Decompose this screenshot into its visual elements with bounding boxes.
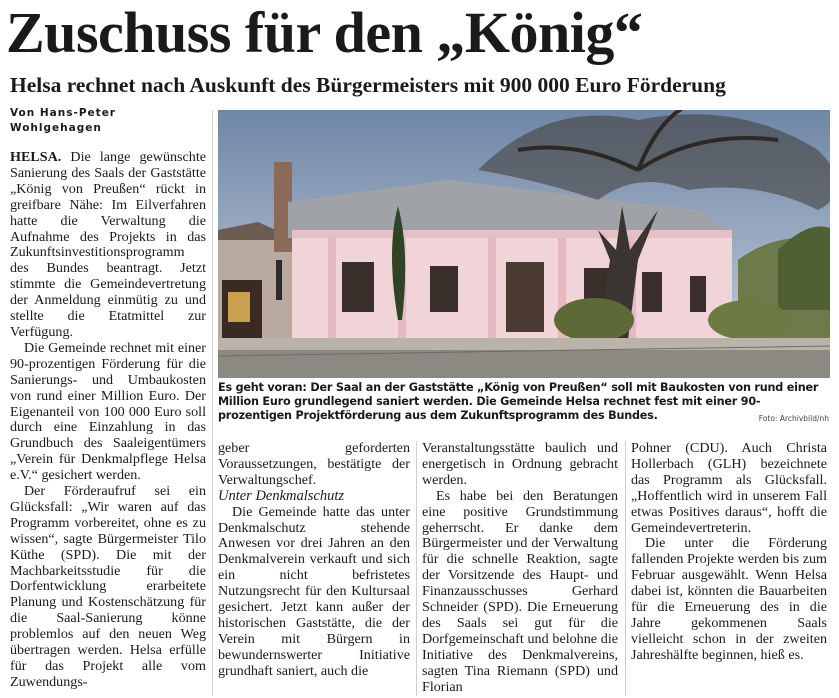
column-divider (625, 441, 626, 696)
dateline: HELSA. (10, 150, 62, 165)
paragraph: Die Gemeinde rechnet mit einer 90-prozentigen Förderung für die Sanierungs- und Umbaukosten von rund einer Million Euro. Der Eigenanteil von 100 000 Euro soll durch eine Einzahlung in das Grundbuch des Saaleigentümers „Verein für Denkmalpflege Helsa e.V.“ gesichert werden. (10, 339, 206, 484)
paragraph: geber geforderten Voraussetzungen, bestätigte der Verwaltungschef. (218, 441, 410, 488)
section-subtitle: Unter Denkmalschutz (218, 487, 345, 504)
paragraph: Es habe bei den Beratungen eine positive Grundstimmung geherrscht. Er danke dem Bürgermeister und der Verwaltung für die schnelle Reaktion, sagte der Vorsitzende des Haupt- und Finanzausschusses Gerhard Schneider (SPD). Die Erneuerung des Saals sei gut für die Dorfgemeinschaft und belohne die Initiative des Denkmalvereins, sagten Tina Riemann (SPD) und Florian (422, 487, 618, 695)
article-photo (218, 110, 830, 378)
article-column-1 (10, 150, 206, 695)
paragraph: Die unter die Förderung fallenden Projekte werden bis zum Februar ausgewählt. Wenn Helsa dabei ist, könnten die Bauarbeiten für die Erneuerung des in die Jahre gekommenen Saals vielleicht schon in der zweiten Jahreshälfte beginnen, hieß es. (631, 535, 827, 663)
byline-line-1: Von Hans-Peter (10, 107, 116, 119)
paragraph-text: Die lange gewünschte Sanierung des Saals der Gaststätte „König von Preußen“ rückt in greifbare Nähe: Im Eilverfahren hatte die Verwaltung die Aufnahme des Projekts in das Zukunftsinvestitionsprogramm des Bundes beantragt. Jetzt stimmte die Gemeindevertretung der Anmeldung einmütig zu und stellte die Etatmittel zur Verfügung. (10, 150, 206, 340)
article-column-4 (631, 441, 827, 696)
paragraph: Die Gemeinde hatte das unter Denkmalschutz stehende Anwesen vor drei Jahren an den Denkmalverein verkauft und sich ein nicht befristetes Nutzungsrecht für den Kultursaal gesichert. Jetzt kann außer der historischen Gaststätte, die der Verein mit Bürgern in bewundernswerter Initiative grundhaft saniert, auch die (218, 503, 410, 679)
article-column-2 (218, 441, 410, 696)
paragraph: Pohner (CDU). Auch Christa Hollerbach (GLH) bezeichnete das Programm als Glücksfall. „Hoffentlich wird in unserem Fall etwas Positives daraus“, hofft die Gemeindevertreterin. (631, 441, 827, 536)
photo-credit: Foto: Archivbild/nh (758, 414, 829, 423)
photo-caption: Es geht voran: Der Saal an der Gaststätte „König von Preußen“ soll mit Baukosten von rund einer Million Euro grundlegend saniert werden. Die Gemeinde Helsa rechnet fest mit einer 90-prozentigen Projektförderung aus dem Zukunftsprogramm des Bundes. (218, 381, 819, 422)
paragraph: Veranstaltungsstätte baulich und energetisch in Ordnung gebracht werden. (422, 441, 618, 488)
headline: Zuschuss für den „König“ (6, 0, 643, 65)
paragraph: Der Förderaufruf sei ein Glücksfall: „Wir waren auf das Programm vorbereitet, ohne es zu wissen“, sagte Bürgermeister Tilo Küthe (SPD). Die mit der Machbarkeitsstudie für die Dorfentwicklung erarbeitete Planung und Kostenschätzung für die Saal-Sanierung könne problemlos auf den neuen Weg übertragen werden. Helsa erfülle für das Projekt alle vom Zuwendungs- (10, 483, 206, 690)
byline (10, 106, 210, 136)
article-column-3 (422, 441, 618, 696)
byline-line-2: Wohlgehagen (10, 122, 102, 134)
paragraph (10, 150, 206, 341)
column-divider (416, 441, 417, 696)
subheadline: Helsa rechnet nach Auskunft des Bürgermeisters mit 900 000 Euro Förderung (10, 73, 726, 97)
building-photo (218, 110, 830, 378)
column-divider (212, 110, 213, 696)
